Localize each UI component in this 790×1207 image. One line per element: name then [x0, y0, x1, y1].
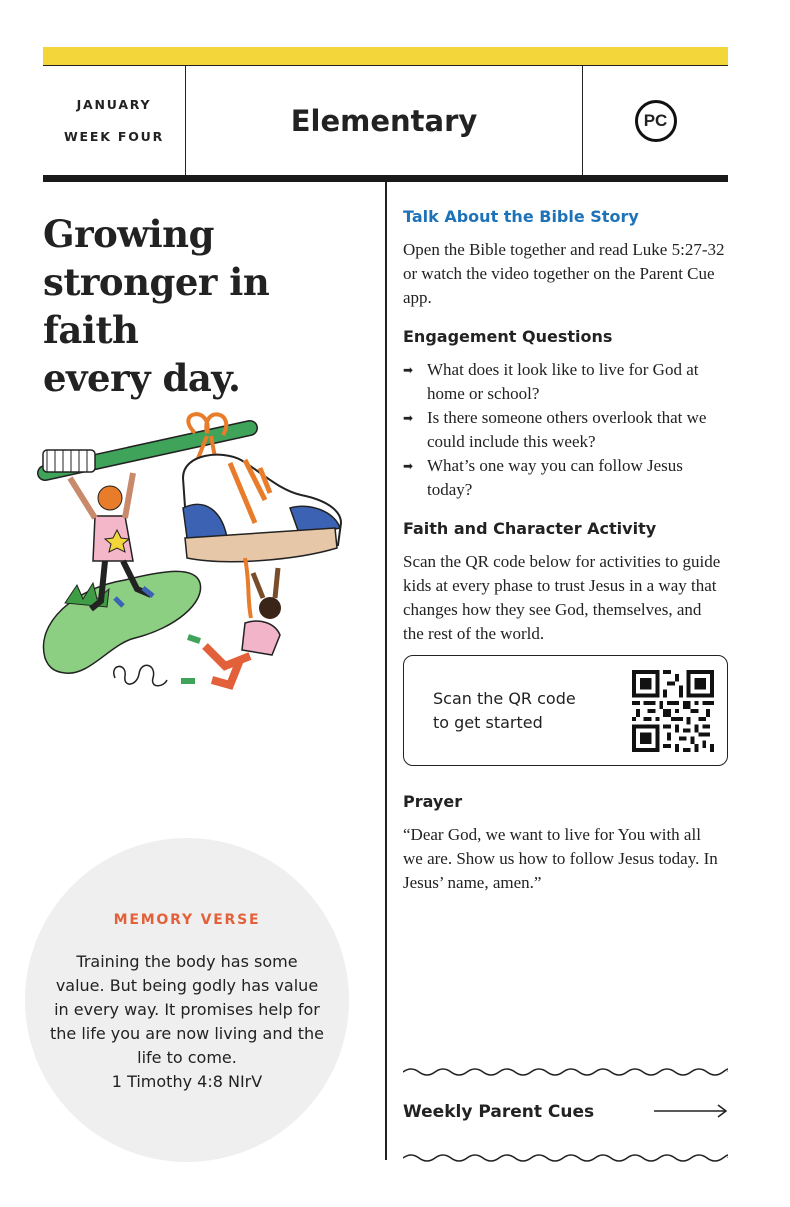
memory-verse-text — [50, 950, 324, 1094]
kids-lifting-sneaker-illustration — [35, 398, 350, 703]
headline-line-2: stronger in faith — [43, 260, 270, 352]
page-title: Elementary — [186, 66, 583, 176]
question-text: What’s one way you can follow Jesus today? — [427, 456, 683, 499]
arrow-bullet-icon: ➡ — [403, 459, 414, 473]
qr-line-1: Scan the QR code — [433, 689, 576, 708]
list-item — [403, 406, 713, 454]
logo-block — [583, 66, 728, 176]
list-item — [403, 454, 713, 502]
headline-line-3: every day. — [43, 356, 241, 400]
bible-story-heading: Talk About the Bible Story — [403, 207, 639, 226]
prayer-text: “Dear God, we want to live for You with all we are. Show us how to follow Jesus today. In Jesus’ name, amen.” — [403, 825, 718, 892]
question-text: What does it look like to live for God at home or school? — [427, 360, 699, 403]
top-accent-bar — [43, 47, 728, 65]
qr-code-icon[interactable] — [632, 670, 714, 752]
wave-divider-top — [403, 1066, 728, 1078]
activity-text: Scan the QR code below for activities to guide kids at every phase to trust Jesus in a way that changes how they see God, themselves, and the rest of the world. — [403, 552, 721, 643]
header-divider — [43, 175, 728, 182]
bible-story-text: Open the Bible together and read Luke 5:27-32 or watch the video together on the Parent Cue app. — [403, 240, 725, 307]
headline-line-1: Growing — [43, 212, 214, 256]
wave-divider-bottom — [403, 1152, 728, 1164]
qr-instructions — [433, 687, 613, 735]
logo-text: PC — [643, 111, 668, 130]
memory-verse-label: MEMORY VERSE — [113, 912, 261, 928]
weekly-parent-cues-link[interactable]: Weekly Parent Cues — [403, 1102, 595, 1122]
memory-verse-body: Training the body has some value. But being godly has value in every way. It promises help for the life you are now living and the life to come. — [50, 952, 324, 1067]
header — [43, 65, 728, 178]
arrow-right-icon[interactable] — [654, 1103, 729, 1119]
question-text: Is there someone others overlook that we could include this week? — [427, 408, 707, 451]
arrow-bullet-icon: ➡ — [403, 411, 414, 425]
month-label: JANUARY — [76, 97, 152, 112]
engagement-list — [403, 358, 713, 502]
memory-verse-reference: 1 Timothy 4:8 NIrV — [111, 1072, 263, 1091]
week-label: WEEK FOUR — [63, 129, 165, 144]
engagement-heading: Engagement Questions — [403, 327, 613, 346]
column-divider — [385, 182, 387, 1160]
prayer-heading: Prayer — [403, 792, 463, 811]
activity-heading: Faith and Character Activity — [403, 519, 657, 538]
date-block — [43, 66, 186, 176]
headline — [43, 210, 373, 402]
parent-cue-logo-icon — [635, 100, 677, 142]
arrow-bullet-icon: ➡ — [403, 363, 414, 377]
qr-line-2: to get started — [433, 713, 543, 732]
list-item — [403, 358, 713, 406]
